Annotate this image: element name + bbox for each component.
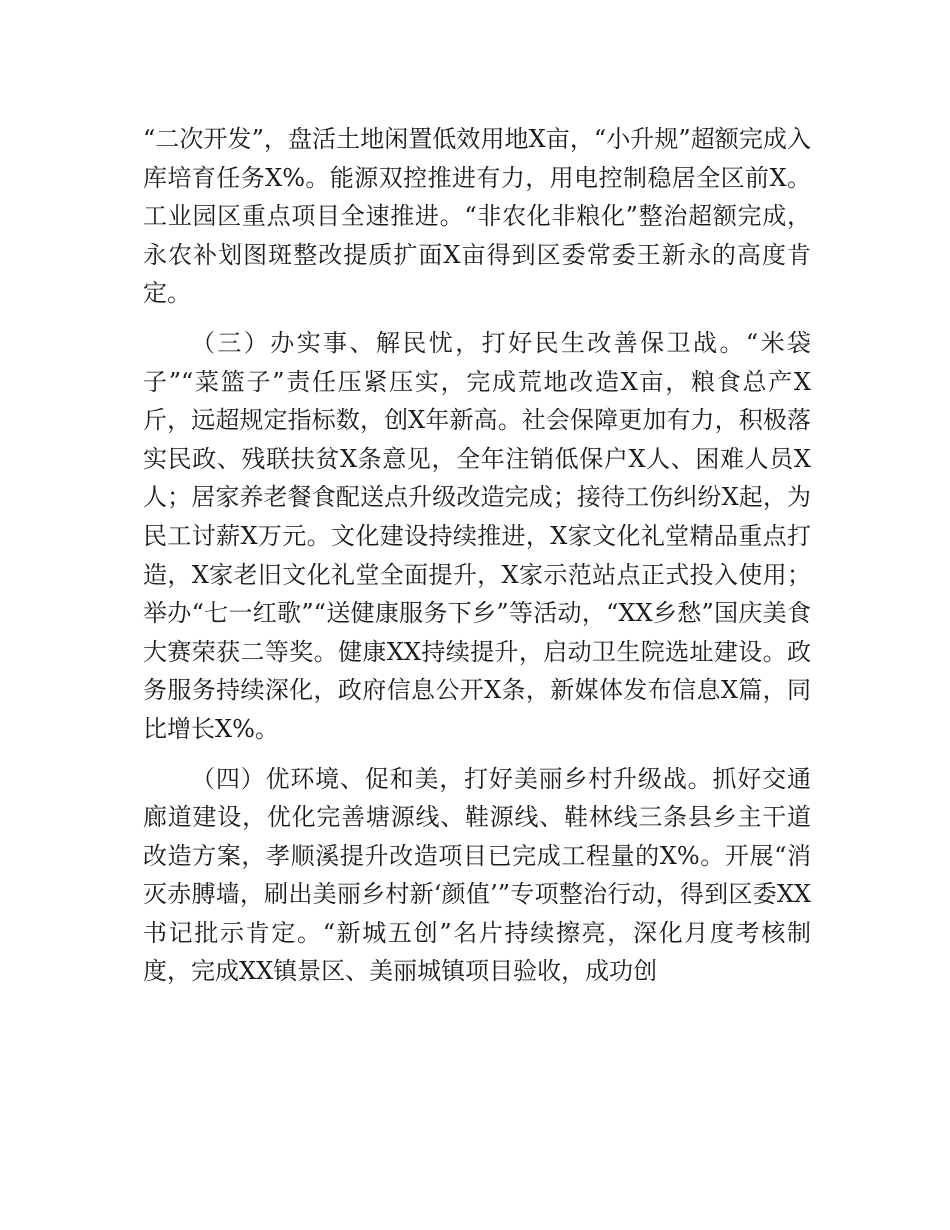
paragraph-section-three: （三）办实事、解民忧，打好民生改善保卫战。“米袋子”“菜篮子”责任压紧压实，完成荒地改造X亩，粮食总产X斤，远超规定指标数，创X年新高。社会保障更加有力，积极落实民政、残联扶贫X条意见，全年注销低保户X人、困难人员X人；居家养老餐食配送点升级改造完成；接待工伤纠纷X起，为民工讨薪X万元。文化建设持续推进，X家文化礼堂精品重点打造，X家老旧文化礼堂全面提升，X家示范站点正式投入使用；举办“七一红歌”“送健康服务下乡”等活动，“XX乡愁”国庆美食大赛荣获二等奖。健康XX持续提升，启动卫生院选址建设。政务服务持续深化，政府信息公开X条，新媒体发布信息X篇，同比增长X%。 xyxy=(143,328,811,743)
paragraph-continuation: “二次开发”，盘活土地闲置低效用地X亩，“小升规”超额完成入库培育任务X%。能源双控推进有力，用电控制稳居全区前X。工业园区重点项目全速推进。“非农化非粮化”整治超额完成，永农补划图斑整改提质扩面X亩得到区委常委王新永的高度肯定。 xyxy=(143,125,811,308)
paragraph-section-four: （四）优环境、促和美，打好美丽乡村升级战。抓好交通廊道建设，优化完善塘源线、鞋源线、鞋林线三条县乡主干道改造方案，孝顺溪提升改造项目已完成工程量的X%。开展“消灭赤膊墙，刷出美丽乡村新‘颜值’”专项整治行动，得到区委XX书记批示肯定。“新城五创”名片持续擦亮，深化月度考核制度，完成XX镇景区、美丽城镇项目验收，成功创 xyxy=(143,764,811,986)
document-body xyxy=(143,120,811,991)
